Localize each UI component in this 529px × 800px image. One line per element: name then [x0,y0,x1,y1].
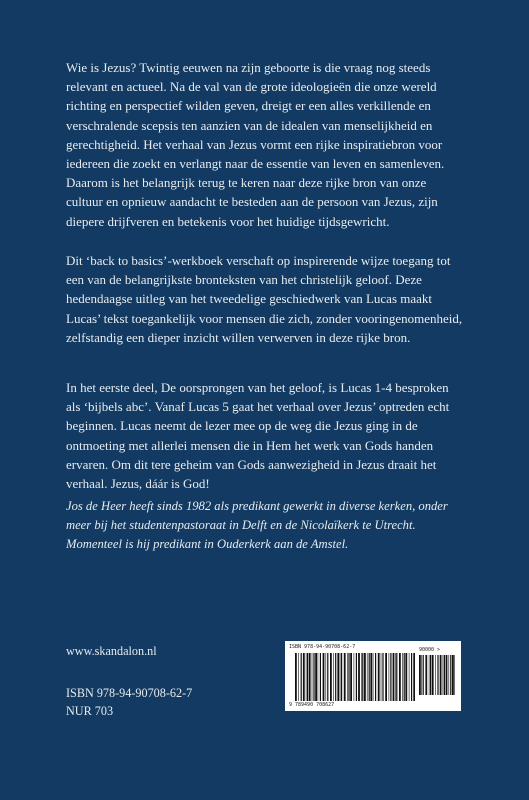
nur-code: NUR 703 [66,704,114,718]
isbn-number: ISBN 978-94-90708-62-7 [66,686,193,700]
barcode-addon-bars-icon [419,655,455,695]
paragraph-intro: Wie is Jezus? Twintig eeuwen na zijn geboorte is die vraag nog steeds relevant en actueel. Na de val van de grote ideologieën die onze wereld richting en perspectief wilden geven, dreigt er een alles verkillende en verschralende scepsis ten aanzien van de idealen van menselijkheid en gerechtigheid. Het verhaal van Jezus vormt een rijke inspiratiebron voor iedereen die zoekt en verlangt naar de essentie van leven en samenleven. Daarom is het belangrijk terug te keren naar deze rijke bron van onze cultuur en opnieuw aandacht te besteden aan de persoon van Jezus, zijn diepere drijfveren en betekenis voor het huidige tijdsgewricht. [66,60,445,229]
barcode-isbn-label: ISBN 978-94-90708-62-7 [289,644,356,650]
publisher-url[interactable]: www.skandalon.nl [66,644,157,658]
paragraph-first-part: In het eerste deel, De oorsprongen van het geloof, is Lucas 1-4 besproken als ‘bijbels abc’. Vanaf Lucas 5 gaat het verhaal over Jezus’ optreden echt beginnen. Lucas neemt de lezer mee op de weg die Jezus ging in de ontmoeting met allerlei mensen die in Hem het werk van Gods handen ervaren. Om dit tere geheim van Gods aanwezigheid in Jezus draait het verhaal. Jezus, dáár is God! [66,380,450,492]
barcode-addon-label: 90000 > [419,647,441,653]
barcode-digits: 9 789490 708627 [289,702,335,708]
paragraph-workbook: Dit ‘back to basics’-werkboek verschaft op inspirerende wijze toegang tot een van de belangrijkste bronteksten van het christelijk geloof. Deze hedendaagse uitleg van het tweedelige geschiedwerk van Lucas maakt Lucas’ tekst toegankelijk voor mensen die zich, zonder vooringenomenheid, zelfstandig een dieper inzicht willen verwerven in deze rijke bron. [66,253,463,345]
barcode [285,641,461,711]
barcode-bars-icon [295,653,415,701]
author-bio: Jos de Heer heeft sinds 1982 als predikant gewerkt in diverse kerken, onder meer bij het studentenpastoraat in Delft en de Nicolaïkerk te Utrecht. Momenteel is hij predikant in Ouderkerk aan de Amstel. [66,499,448,552]
